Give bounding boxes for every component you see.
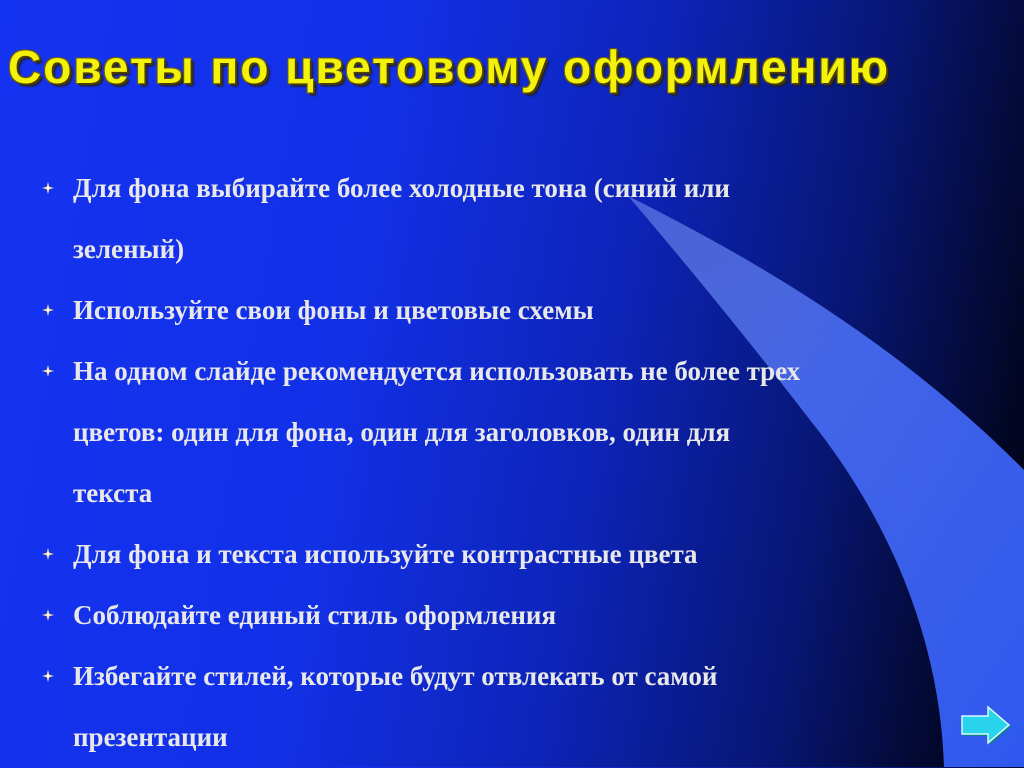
bullet-item (40, 585, 1010, 646)
bullet-item (40, 524, 1010, 585)
diamond-bullet-icon (40, 158, 56, 219)
bullet-text-line: зеленый) (73, 234, 185, 264)
bullet-item (40, 158, 1010, 280)
bullet-text-line: цветов: один для фона, один для заголовков, один для (73, 417, 731, 447)
diamond-bullet-icon (40, 585, 56, 646)
bullet-item (40, 280, 1010, 341)
slide-title: Советы по цветовому оформлению (8, 41, 891, 93)
bullet-text-line: Для фона выбирайте более холодные тона (синий или (73, 173, 730, 203)
diamond-bullet-icon (40, 341, 56, 402)
bullet-item (40, 341, 1010, 524)
bullet-text-line: Для фона и текста используйте контрастные цвета (73, 539, 698, 569)
bullet-list (40, 158, 1010, 768)
bullet-text-line: Соблюдайте единый стиль оформления (73, 600, 557, 630)
bullet-text-line: презентации (73, 722, 228, 752)
diamond-bullet-icon (40, 646, 56, 707)
right-arrow-icon (962, 707, 1011, 745)
bullet-text-line: Используйте свои фоны и цветовые схемы (73, 295, 594, 325)
diamond-bullet-icon (40, 280, 56, 341)
bullet-text-line: На одном слайде рекомендуется использовать не более трех (73, 356, 801, 386)
next-slide-button[interactable] (960, 705, 1012, 745)
bullet-item (40, 646, 1010, 768)
bullet-text-line: текста (73, 478, 153, 508)
diamond-bullet-icon (40, 524, 56, 585)
bullet-text-line: Избегайте стилей, которые будут отвлекать от самой (73, 661, 718, 691)
